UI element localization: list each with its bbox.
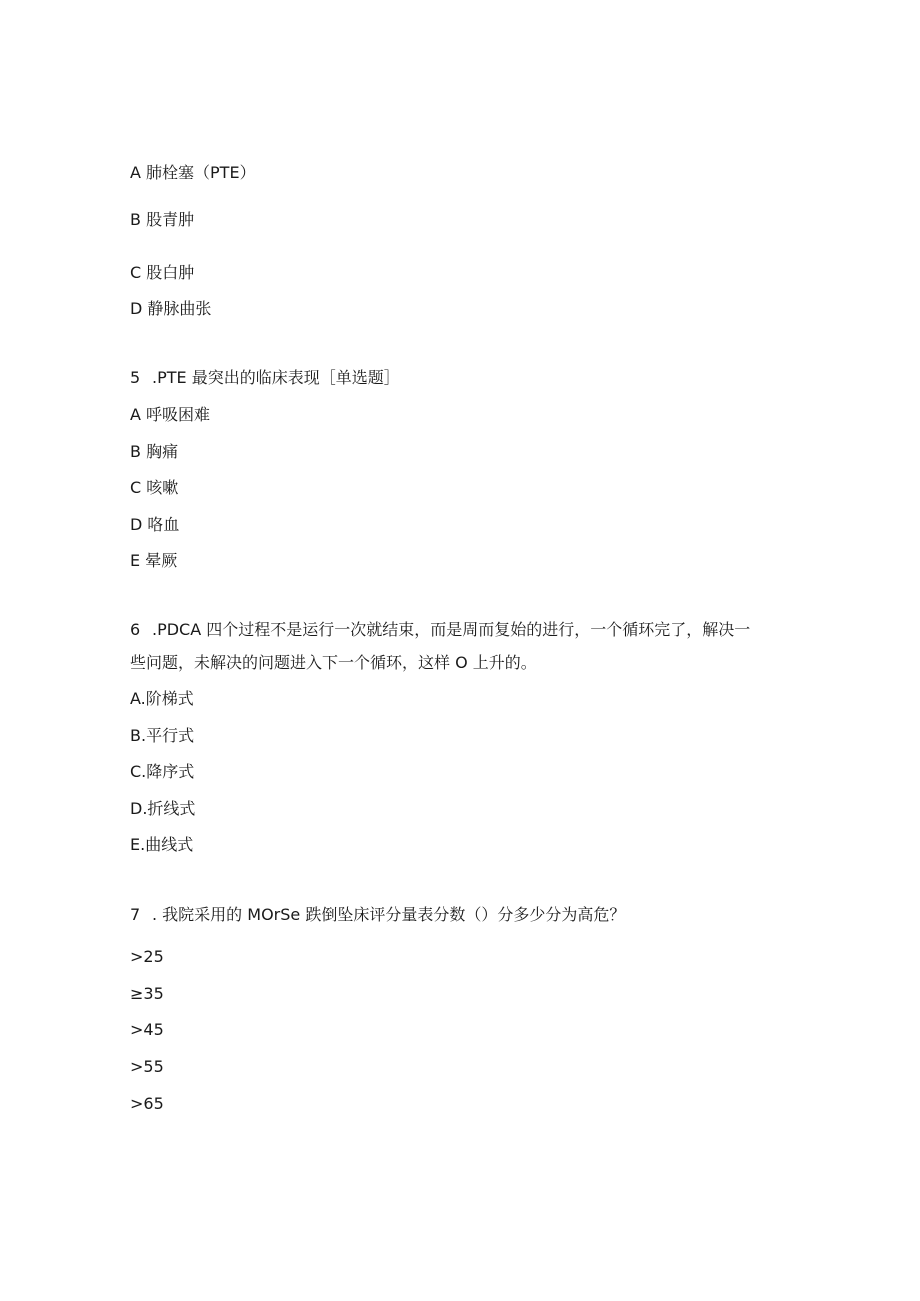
option-e: >65 <box>130 1094 164 1113</box>
option-e: E.曲线式 <box>130 835 194 854</box>
option-c: C 咳嗽 <box>130 478 179 497</box>
option-b: B 股青肿 <box>130 210 195 229</box>
option-a: A 呼吸困难 <box>130 405 211 424</box>
option-b: ≥35 <box>130 984 164 1003</box>
option-d: D.折线式 <box>130 799 196 818</box>
option-a: >25 <box>130 947 164 966</box>
option-a: A.阶梯式 <box>130 689 194 708</box>
option-e: E 晕厥 <box>130 551 178 570</box>
question-number: 7 <box>130 905 141 924</box>
option-b: B.平行式 <box>130 726 195 745</box>
question-7-stem <box>130 905 625 925</box>
question-number: 6 <box>130 620 141 639</box>
option-a: A 肺栓塞（PTE） <box>130 163 256 182</box>
option-d: >55 <box>130 1057 164 1076</box>
option-c: C.降序式 <box>130 762 195 781</box>
question-text: .PDCA 四个过程不是运行一次就结束，而是周而复始的进行，一个循环完了，解决一 <box>152 620 751 639</box>
option-c: >45 <box>130 1020 164 1039</box>
option-d: D 静脉曲张 <box>130 299 212 318</box>
option-c: C 股白肿 <box>130 263 195 282</box>
option-b: B 胸痛 <box>130 442 179 461</box>
question-text: .PTE 最突出的临床表现［单选题］ <box>152 368 400 387</box>
question-6-stem-continued: 些问题，未解决的问题进入下一个循环，这样 O 上升的。 <box>130 653 537 672</box>
question-6-stem <box>130 620 750 640</box>
question-text: . 我院采用的 MOrSe 跌倒坠床评分量表分数（）分多少分为高危？ <box>152 905 626 924</box>
question-5-stem <box>130 368 400 388</box>
option-d: D 咯血 <box>130 515 180 534</box>
question-number: 5 <box>130 368 141 387</box>
